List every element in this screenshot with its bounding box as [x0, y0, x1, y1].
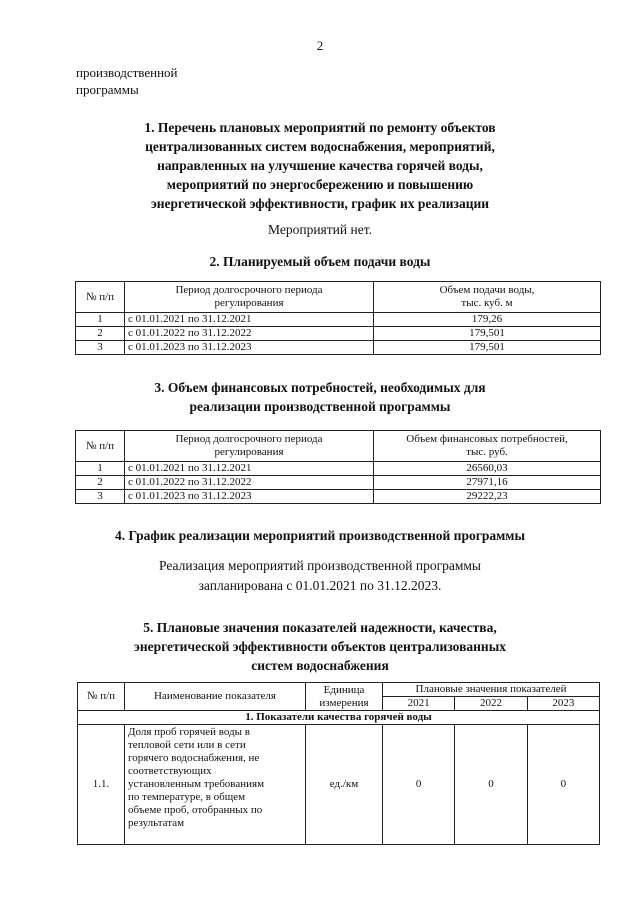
cell-period: с 01.01.2023 по 31.12.2023 — [125, 341, 374, 355]
title-line: 3. Объем финансовых потребностей, необходимых для — [154, 380, 486, 395]
name-line: по температуре, в общем — [128, 791, 246, 803]
title-line: централизованных систем водоснабжения, мероприятий, — [145, 139, 495, 154]
header-planned: Плановые значения показателей — [383, 683, 600, 697]
name-line: тепловой сети или в сети — [128, 739, 246, 751]
cell-period: с 01.01.2021 по 31.12.2021 — [125, 313, 374, 327]
name-line: установленным требованиям — [128, 778, 265, 790]
title-line: 1. Перечень плановых мероприятий по ремонту объектов — [144, 120, 496, 135]
name-line: объеме проб, отобранных по — [128, 804, 263, 816]
header-name: Наименование показателя — [125, 683, 306, 711]
name-line: соответствующих — [128, 765, 212, 777]
cell-period: с 01.01.2022 по 31.12.2022 — [125, 327, 374, 341]
title-line: систем водоснабжения — [251, 658, 389, 673]
header-num: № п/п — [76, 282, 125, 313]
header-line: Период долгосрочного периода — [175, 284, 323, 296]
section1-text: Мероприятий нет. — [268, 222, 372, 237]
cell-num: 1 — [76, 313, 125, 327]
cell-value: 179,26 — [374, 313, 601, 327]
section4-text — [0, 556, 640, 596]
name-line: Доля проб горячей воды в — [128, 726, 250, 738]
intro-line: производственной — [76, 65, 178, 80]
cell-value: 179,501 — [374, 327, 601, 341]
group-title: 1. Показатели качества горячей воды — [78, 711, 600, 725]
cell-value: 0 — [383, 725, 455, 845]
page-number: 2 — [316, 38, 324, 53]
header-value — [374, 282, 601, 313]
section5-title — [0, 618, 640, 675]
finance-table — [75, 430, 601, 504]
header-line: Единица — [323, 683, 365, 696]
cell-name — [125, 725, 306, 845]
table-row — [78, 725, 600, 845]
cell-value: 0 — [527, 725, 599, 845]
header-num: № п/п — [78, 683, 125, 711]
cell-value: 26560,03 — [374, 462, 601, 476]
table-row — [76, 327, 601, 341]
cell-num: 1.1. — [78, 725, 125, 845]
header-year: 2023 — [527, 697, 599, 711]
header-line: тыс. руб. — [466, 446, 508, 458]
title-line: реализации производственной программы — [189, 399, 451, 414]
title-line: энергетической эффективности объектов централизованных — [133, 639, 506, 654]
cell-num: 2 — [76, 327, 125, 341]
cell-num: 2 — [76, 476, 125, 490]
header-line: измерения — [319, 696, 369, 709]
table-header-row — [76, 431, 601, 462]
supply-table — [75, 281, 601, 355]
cell-period: с 01.01.2021 по 31.12.2021 — [125, 462, 374, 476]
header-period — [125, 431, 374, 462]
table-header-row — [78, 683, 600, 697]
cell-value: 27971,16 — [374, 476, 601, 490]
table-header-row — [76, 282, 601, 313]
cell-unit: ед./км — [306, 725, 383, 845]
cell-value: 29222,23 — [374, 490, 601, 504]
title-line: мероприятий по энергосбережению и повышению — [166, 177, 474, 192]
cell-num: 3 — [76, 341, 125, 355]
indicators-table — [77, 682, 600, 845]
section1-title — [0, 118, 640, 213]
header-line: Объем финансовых потребностей, — [406, 433, 568, 445]
header-line: тыс. куб. м — [461, 297, 513, 309]
cell-value: 179,501 — [374, 341, 601, 355]
table-row — [76, 476, 601, 490]
title-line: энергетической эффективности, график их реализации — [150, 196, 490, 211]
cell-period: с 01.01.2022 по 31.12.2022 — [125, 476, 374, 490]
header-line: Объем подачи воды, — [439, 284, 535, 296]
cell-period: с 01.01.2023 по 31.12.2023 — [125, 490, 374, 504]
table-row — [76, 341, 601, 355]
name-line: результатам — [128, 817, 185, 829]
header-line: регулирования — [214, 297, 284, 309]
header-year: 2022 — [455, 697, 527, 711]
table-row — [76, 462, 601, 476]
table-row — [76, 490, 601, 504]
header-period — [125, 282, 374, 313]
header-year: 2021 — [383, 697, 455, 711]
cell-num: 3 — [76, 490, 125, 504]
cell-value: 0 — [455, 725, 527, 845]
text-line: Реализация мероприятий производственной программы — [158, 558, 482, 573]
cell-num: 1 — [76, 462, 125, 476]
table-row — [76, 313, 601, 327]
header-num: № п/п — [76, 431, 125, 462]
name-line: горячего водоснабжения, не — [128, 752, 260, 764]
header-line: регулирования — [214, 446, 284, 458]
text-line: запланирована с 01.01.2021 по 31.12.2023. — [198, 578, 442, 593]
table-group-row — [78, 711, 600, 725]
intro-line: программы — [76, 82, 139, 97]
header-value — [374, 431, 601, 462]
title-line: направленных на улучшение качества горячей воды, — [157, 158, 483, 173]
section3-title — [0, 378, 640, 416]
section2-title: 2. Планируемый объем подачи воды — [209, 254, 431, 269]
intro-text — [76, 64, 178, 98]
header-line: Период долгосрочного периода — [175, 433, 323, 445]
section4-title: 4. График реализации мероприятий производственной программы — [114, 528, 526, 543]
header-unit — [306, 683, 383, 711]
title-line: 5. Плановые значения показателей надежности, качества, — [143, 620, 497, 635]
